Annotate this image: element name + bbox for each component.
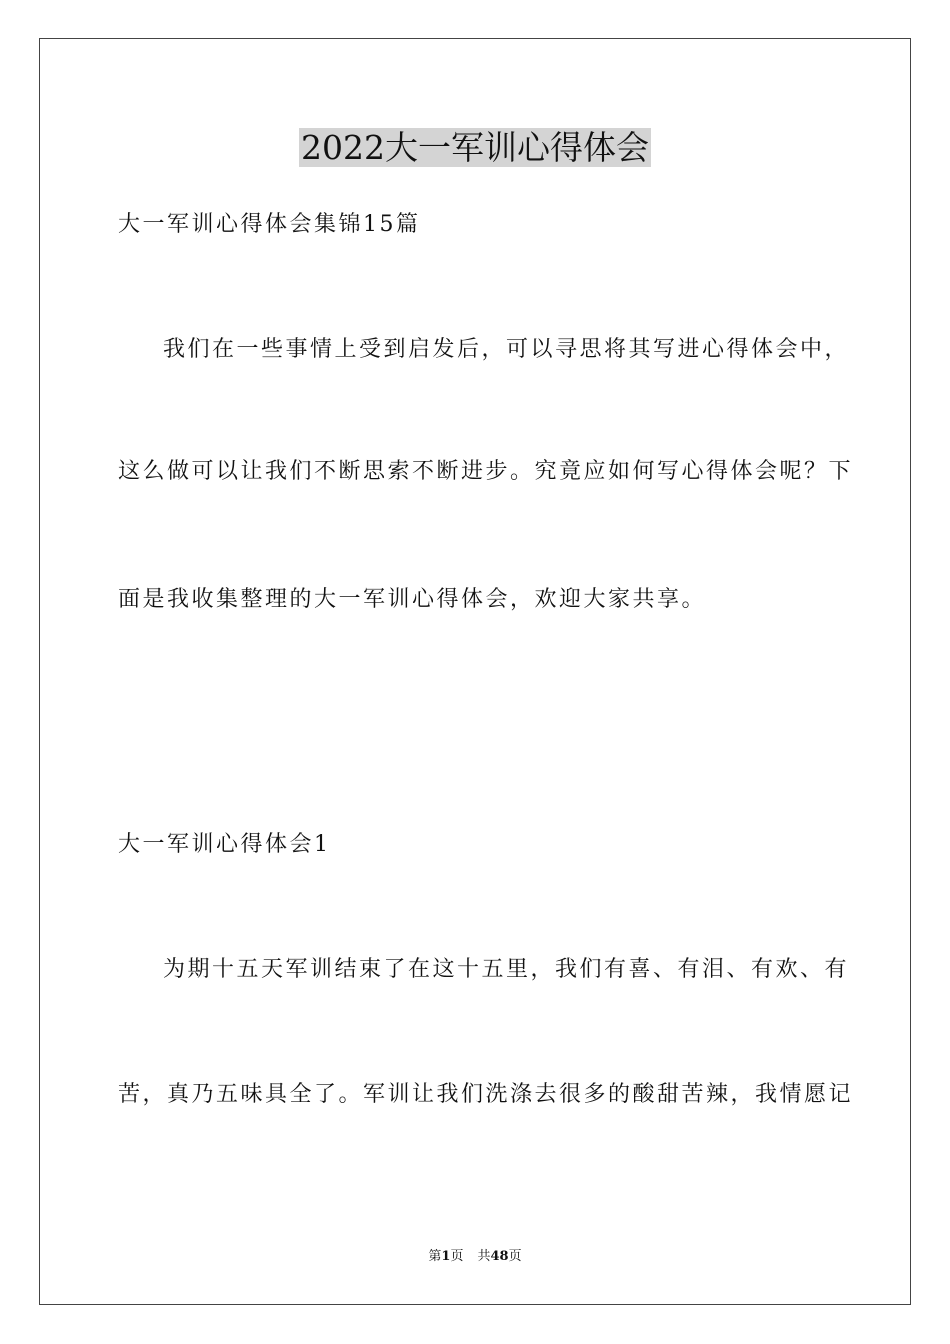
section-line-1: 为期十五天军训结束了在这十五里，我们有喜、有泪、有欢、有 [163,957,850,982]
page-footer [0,1248,950,1266]
section-line-2: 苦，真乃五味具全了。军训让我们洗涤去很多的酸甜苦辣，我情愿记 [118,1082,854,1107]
document-title [0,126,950,170]
page-number: 1 [441,1249,451,1264]
intro-line-2: 这么做可以让我们不断思索不断进步。究竟应如何写心得体会呢？下 [118,459,854,484]
page-suffix: 页 [450,1249,464,1264]
total-prefix: 共 [477,1249,491,1264]
intro-line-3: 面是我收集整理的大一军训心得体会，欢迎大家共享。 [118,587,707,612]
total-suffix: 页 [508,1249,522,1264]
page-prefix: 第 [428,1249,442,1264]
title-text: 2022大一军训心得体会 [301,128,649,167]
total-pages: 48 [490,1249,509,1264]
section-heading: 大一军训心得体会1 [118,832,331,857]
document-subtitle: 大一军训心得体会集锦15篇 [118,212,421,237]
intro-line-1: 我们在一些事情上受到启发后，可以寻思将其写进心得体会中， [163,337,850,362]
